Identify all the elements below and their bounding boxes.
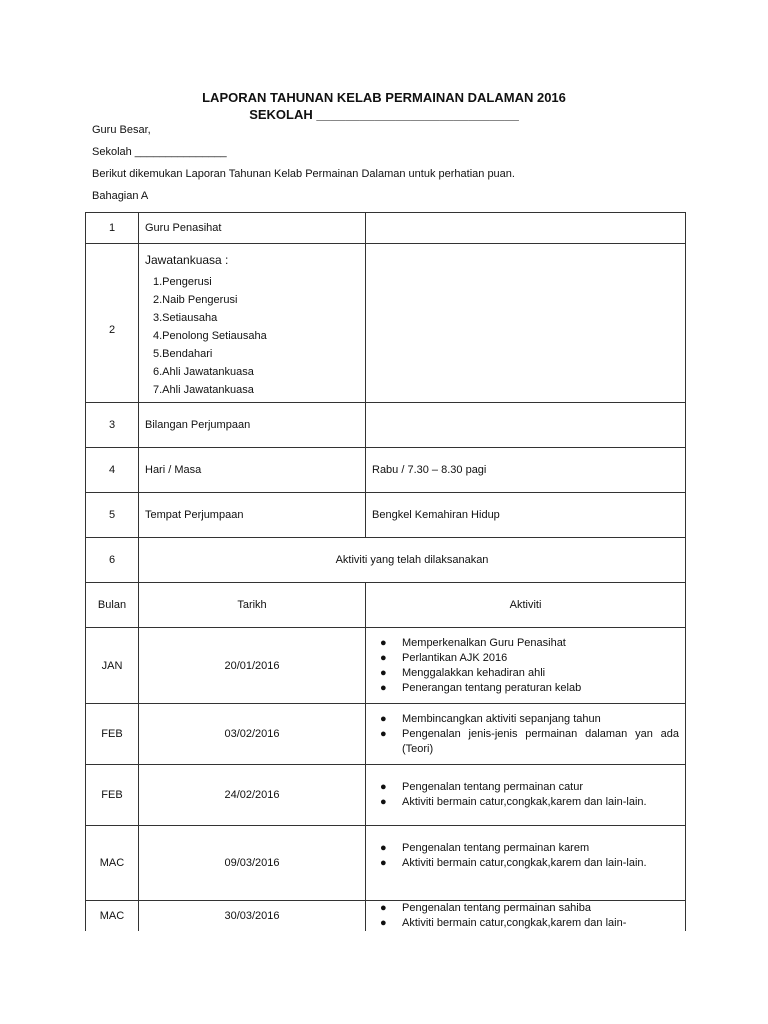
committee-cell: [139, 244, 366, 403]
activity-date: 09/03/2016: [139, 826, 366, 901]
bullet-icon: ●: [380, 781, 387, 793]
report-table: [85, 212, 686, 931]
section-label: Bahagian A: [92, 190, 149, 202]
committee-member: 6.Ahli Jawatankuasa: [153, 366, 254, 378]
row-value: [366, 403, 686, 448]
addressee-line: Guru Besar,: [92, 124, 151, 136]
bullet-icon: ●: [380, 651, 387, 664]
committee-member: 1.Pengerusi: [153, 276, 212, 288]
activity-month: FEB: [86, 704, 139, 765]
committee-heading: Jawatankuasa :: [145, 253, 229, 267]
activity-list: [372, 901, 679, 931]
activity-month: MAC: [86, 826, 139, 901]
activity-list-cell: [366, 628, 686, 704]
column-header-month: Bulan: [86, 583, 139, 628]
activity-row: [86, 901, 686, 932]
row-number: 5: [86, 493, 139, 538]
bullet-icon: ●: [380, 636, 387, 649]
activity-item: ● Aktiviti bermain catur,congkak,karem dan lain-: [380, 917, 627, 929]
bullet-icon: ●: [380, 712, 387, 725]
row-value: [366, 244, 686, 403]
bullet-icon: ●: [380, 666, 387, 679]
row-label: Guru Penasihat: [139, 213, 366, 244]
activity-item: ● Membincangkan aktiviti sepanjang tahun: [380, 712, 601, 725]
row-label: Bilangan Perjumpaan: [139, 403, 366, 448]
committee-member: 7.Ahli Jawatankuasa: [153, 384, 254, 396]
activity-item: ● Memperkenalkan Guru Penasihat: [380, 636, 566, 649]
committee-member: 4.Penolong Setiausaha: [153, 330, 267, 342]
activity-month: MAC: [86, 901, 139, 932]
report-title: LAPORAN TAHUNAN KELAB PERMAINAN DALAMAN 2016: [202, 90, 566, 105]
activity-list-cell: [366, 704, 686, 765]
activity-item: ● Aktiviti bermain catur,congkak,karem dan lain-lain.: [380, 796, 647, 808]
activity-item: ● Pengenalan tentang permainan sahiba: [380, 902, 591, 914]
committee-row: [86, 244, 686, 403]
activity-date: 24/02/2016: [139, 765, 366, 826]
school-title-line: SEKOLAH ____________________________: [249, 107, 519, 122]
bullet-icon: ●: [380, 917, 387, 929]
bullet-icon: ●: [380, 902, 387, 914]
bullet-icon: ●: [380, 857, 387, 869]
activity-list-cell: [366, 901, 686, 932]
activity-row: [86, 628, 686, 704]
activity-item: ● Aktiviti bermain catur,congkak,karem dan lain-lain.: [380, 857, 647, 869]
activities-heading: Aktiviti yang telah dilaksanakan: [139, 538, 686, 583]
activity-date: 03/02/2016: [139, 704, 366, 765]
activity-date: 20/01/2016: [139, 628, 366, 704]
activity-list: [372, 780, 679, 810]
row-label: Tempat Perjumpaan: [139, 493, 366, 538]
activity-item: ● Penerangan tentang peraturan kelab: [380, 681, 582, 694]
activity-month: JAN: [86, 628, 139, 704]
activity-item: ● Menggalakkan kehadiran ahli: [380, 666, 546, 679]
activity-item: ● Perlantikan AJK 2016: [380, 651, 508, 664]
activity-list-cell: [366, 826, 686, 901]
table-row: [86, 448, 686, 493]
activity-list: [372, 636, 679, 696]
row-number: 1: [86, 213, 139, 244]
table-row: [86, 493, 686, 538]
activity-item: ● Pengenalan jenis-jenis permainan dalaman yan ada (Teori): [380, 727, 679, 755]
activity-item: ● Pengenalan tentang permainan karem: [380, 842, 590, 854]
bullet-icon: ●: [380, 842, 387, 854]
table-row: [86, 213, 686, 244]
row-value: [366, 213, 686, 244]
activity-item: ● Pengenalan tentang permainan catur: [380, 781, 584, 793]
bullet-icon: ●: [380, 727, 387, 740]
committee-member: 2.Naib Pengerusi: [153, 294, 238, 306]
column-header-row: [86, 583, 686, 628]
activity-list: [372, 841, 679, 871]
row-number: 2: [86, 244, 139, 403]
row-number: 6: [86, 538, 139, 583]
activity-row: [86, 826, 686, 901]
activity-row: [86, 704, 686, 765]
bullet-icon: ●: [380, 681, 387, 694]
activities-heading-row: [86, 538, 686, 583]
row-value: Bengkel Kemahiran Hidup: [366, 493, 686, 538]
activity-date: 30/03/2016: [139, 901, 366, 932]
activity-row: [86, 765, 686, 826]
activity-month: FEB: [86, 765, 139, 826]
school-line: Sekolah _______________: [92, 146, 227, 158]
activity-list-cell: [366, 765, 686, 826]
committee-member-list: [145, 273, 359, 399]
table-row: [86, 403, 686, 448]
row-number: 3: [86, 403, 139, 448]
committee-member: 5.Bendahari: [153, 348, 213, 360]
row-value: Rabu / 7.30 – 8.30 pagi: [366, 448, 686, 493]
bullet-icon: ●: [380, 796, 387, 808]
intro-line: Berikut dikemukan Laporan Tahunan Kelab Permainan Dalaman untuk perhatian puan.: [92, 168, 515, 180]
committee-member: 3.Setiausaha: [153, 312, 218, 324]
activity-list: [372, 712, 679, 757]
row-number: 4: [86, 448, 139, 493]
column-header-activity: Aktiviti: [366, 583, 686, 628]
row-label: Hari / Masa: [139, 448, 366, 493]
column-header-date: Tarikh: [139, 583, 366, 628]
